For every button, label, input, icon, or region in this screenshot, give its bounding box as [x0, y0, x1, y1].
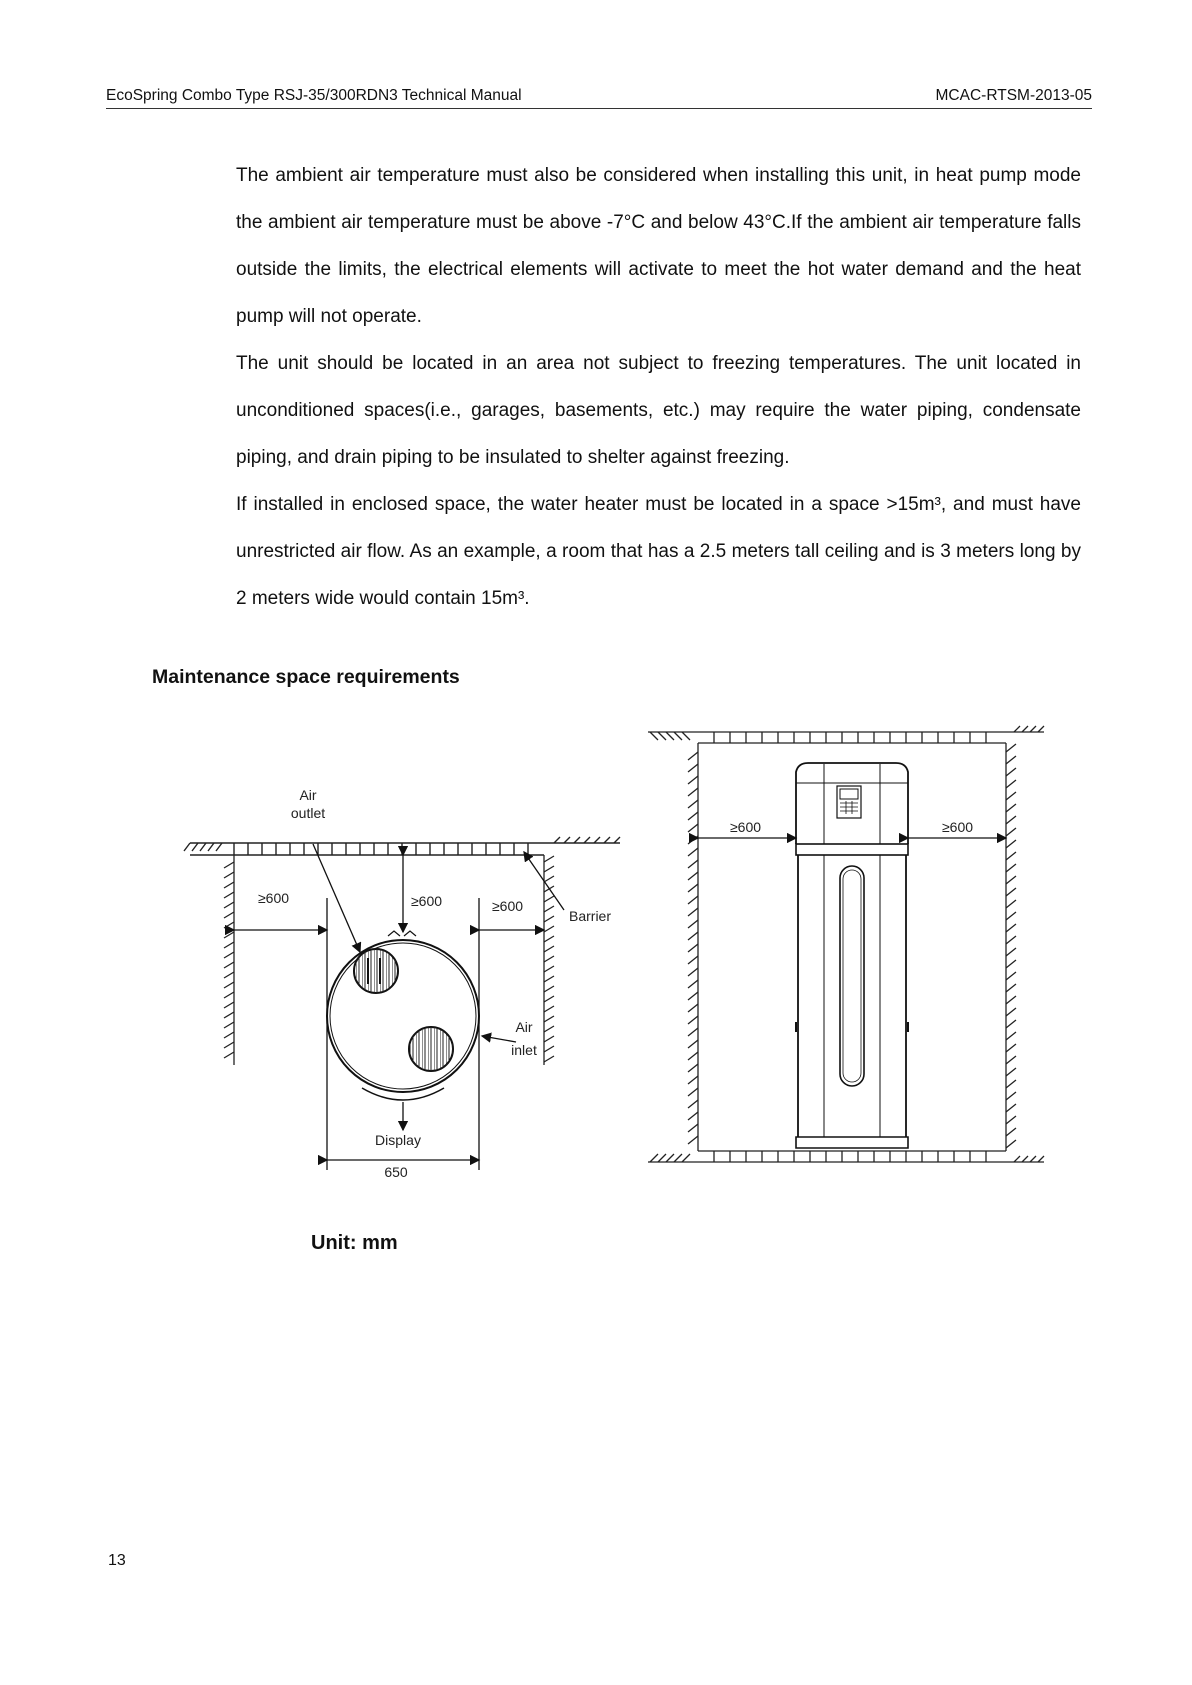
- air-inlet-grille: [407, 1025, 455, 1073]
- front-view-diagram: [648, 722, 1048, 1172]
- display-label: Display: [375, 1132, 421, 1148]
- top-view-diagram: [182, 780, 622, 1180]
- top-barrier-wall: [184, 837, 620, 855]
- air-inlet-label: inlet: [511, 1042, 537, 1058]
- air-outlet-label: Air: [299, 787, 317, 803]
- header-title: EcoSpring Combo Type RSJ-35/300RDN3 Technical Manual: [106, 87, 522, 104]
- front-clearance-left-label: ≥600: [730, 819, 762, 835]
- header-doc-code: MCAC-RTSM-2013-05: [935, 87, 1092, 104]
- width-dimension-label: 650: [384, 1164, 408, 1180]
- unit-top-view: [327, 931, 479, 1100]
- bullet-item: [193, 152, 1081, 340]
- barrier-label: Barrier: [569, 908, 612, 924]
- room-walls: [648, 726, 1044, 1162]
- clearance-right-label: ≥600: [492, 898, 524, 914]
- page-header: [106, 86, 1092, 109]
- bullet-item: [193, 481, 1081, 622]
- air-inlet-label: Air: [515, 1019, 533, 1035]
- bullet-text: The ambient air temperature must also be considered when installing this unit, in heat pump mode the ambient air temperature must be above -7°C and below 43°C.If the ambient air temperature falls outside the limits, the electrical elements will activate to meet the hot water demand and the heat pump will not operate.: [236, 165, 1081, 327]
- page-number: 13: [108, 1552, 126, 1569]
- right-barrier-wall: [544, 855, 554, 1065]
- air-outlet-label: outlet: [290, 805, 326, 821]
- front-clearance-right-label: ≥600: [942, 819, 974, 835]
- unit-label: Unit: mm: [311, 1232, 398, 1254]
- left-barrier-wall: [224, 855, 234, 1065]
- bullet-list: [193, 152, 1081, 622]
- section-title: Maintenance space requirements: [152, 666, 460, 688]
- water-heater-front-view: [796, 763, 908, 1148]
- clearance-top-label: ≥600: [411, 893, 443, 909]
- bullet-text: The unit should be located in an area not subject to freezing temperatures. The unit located in unconditioned spaces(i.e., garages, basements, etc.) may require the water piping, condensate piping, and drain piping to be insulated to shelter against freezing.: [236, 353, 1081, 468]
- clearance-left-label: ≥600: [258, 890, 290, 906]
- bullet-item: [193, 340, 1081, 481]
- bullet-text: If installed in enclosed space, the water heater must be located in a space >15m³, and must have unrestricted air flow. As an example, a room that has a 2.5 meters tall ceiling and is 3 meters long by 2 meters wide would contain 15m³.: [236, 494, 1081, 609]
